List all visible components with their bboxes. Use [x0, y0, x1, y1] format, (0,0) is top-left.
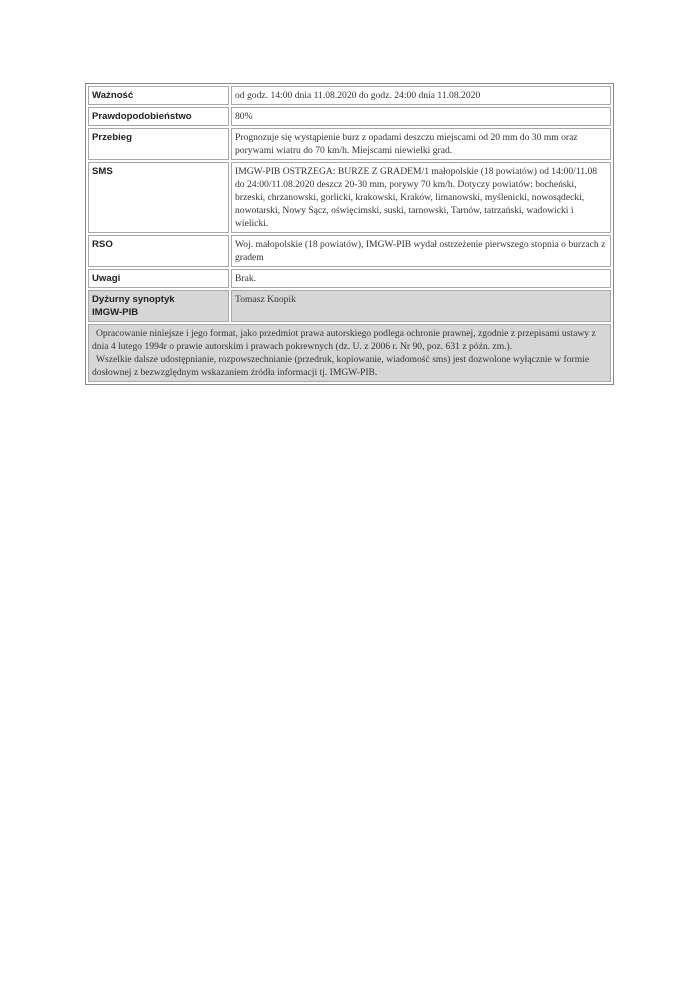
copyright-paragraph-1: Opracowanie niniejsze i jego format, jako przedmiot prawa autorskiego podlega ochronie prawnej, zgodnie z przepisami ustawy z dnia 4 lutego 1994r o prawie autorskim i prawach pokrewnych (dz. U. z 2006 r. Nr 90, poz. 631 z późn. zm.). [92, 328, 596, 352]
copyright-notice [88, 324, 611, 382]
value-validity: od godz. 14:00 dnia 11.08.2020 do godz. 24:00 dnia 11.08.2020 [231, 86, 611, 105]
warning-table [85, 83, 614, 385]
value-remarks: Brak. [231, 269, 611, 288]
value-probability: 80% [231, 107, 611, 126]
table-row-course [88, 128, 611, 160]
warning-document [85, 83, 614, 385]
table-row-validity [88, 86, 611, 105]
table-row-probability [88, 107, 611, 126]
label-remarks: Uwagi [88, 269, 229, 288]
table-row-remarks [88, 269, 611, 288]
value-course: Prognozuje się wystąpienie burz z opadami deszczu miejscami od 20 mm do 30 mm oraz porywami wiatru do 70 km/h. Miejscami niewielki grad. [231, 128, 611, 160]
value-sms: IMGW-PIB OSTRZEGA: BURZE Z GRADEM/1 małopolskie (18 powiatów) od 14:00/11.08 do 24:00/11.08.2020 deszcz 20-30 mm, porywy 70 km/h. Dotyczy powiatów: bocheński, brzeski, chrzanowski, gorlicki, krakowski, Kraków, limanowski, myślenicki, nowosądecki, nowotarski, Nowy Sącz, oświęcimski, suski, tarnowski, Tarnów, tatrzański, wadowicki i wielicki. [231, 162, 611, 233]
forecaster-label-line2: IMGW-PIB [92, 307, 139, 318]
forecaster-label-line1: Dyżurny synoptyk [92, 294, 175, 305]
label-validity: Ważność [88, 86, 229, 105]
copyright-paragraph-2: Wszelkie dalsze udostępnianie, rozpowszechnianie (przedruk, kopiowanie, wiadomość sms) jest dozwolone wyłącznie w formie dosłownej z bezwzględnym wskazaniem źródła informacji tj. IMGW-PIB. [92, 354, 590, 378]
table-row-footer [88, 324, 611, 382]
table-row-rso [88, 235, 611, 267]
label-rso: RSO [88, 235, 229, 267]
table-row-sms [88, 162, 611, 233]
label-sms: SMS [88, 162, 229, 233]
label-course: Przebieg [88, 128, 229, 160]
value-forecaster: Tomasz Knopik [231, 290, 611, 322]
table-row-forecaster [88, 290, 611, 322]
label-probability: Prawdopodobieństwo [88, 107, 229, 126]
label-forecaster [88, 290, 229, 322]
value-rso: Woj. małopolskie (18 powiatów), IMGW-PIB wydał ostrzeżenie pierwszego stopnia o burzach z gradem [231, 235, 611, 267]
